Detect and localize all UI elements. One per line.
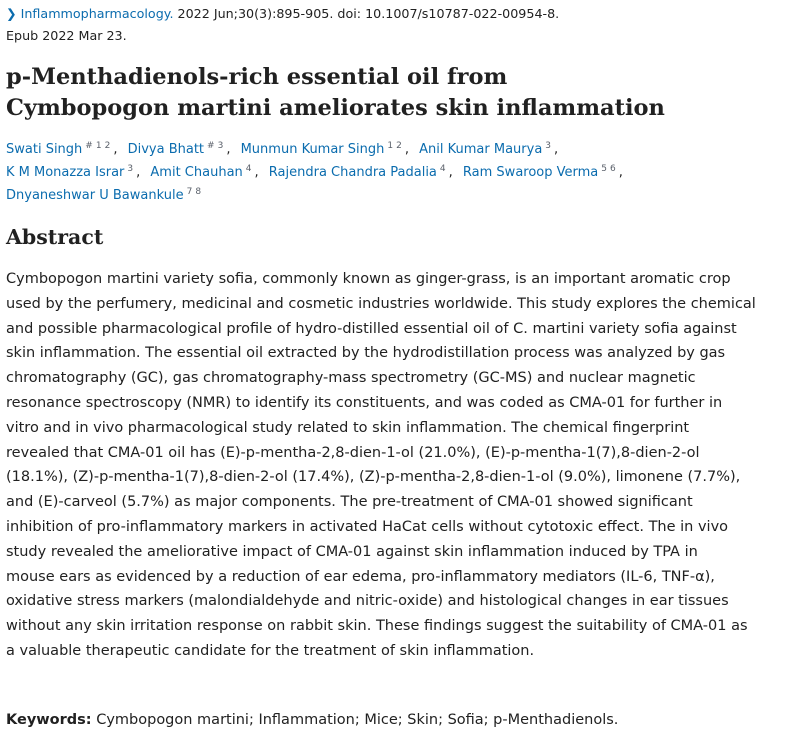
separator: , bbox=[226, 142, 231, 157]
abstract-line: skin inflammation. The essential oil extracted by the hydrodistillation process was analyzed by gas bbox=[6, 345, 726, 362]
affiliation-ref[interactable]: 4 bbox=[439, 164, 446, 174]
citation-details: 2022 Jun;30(3):895-905. doi: 10.1007/s10787-022-00954-8. bbox=[177, 6, 560, 21]
abstract-line: resonance spectroscopy (NMR) to identify its constituents, and was coded as CMA-01 for further in bbox=[6, 394, 723, 411]
abstract-line: revealed that CMA-01 oil has (E)-p-mentha-2,8-dien-1-ol (21.0%), (E)-p-mentha-1(7),8-dien-2-ol bbox=[6, 444, 700, 461]
abstract-line: (18.1%), (Z)-p-mentha-1(7),8-dien-2-ol (17.4%), (Z)-p-mentha-2,8-dien-1-ol (9.0%), limonene (7.7%), bbox=[6, 469, 741, 486]
abstract-text bbox=[6, 267, 806, 664]
affiliation-ref[interactable]: 7 bbox=[186, 187, 193, 197]
author-link[interactable]: K M Monazza Israr bbox=[6, 165, 125, 180]
equal-contribution-mark[interactable]: # bbox=[207, 141, 215, 151]
title-line-2: Cymbopogon martini ameliorates skin inflammation bbox=[6, 95, 665, 121]
journal-link[interactable]: Inflammopharmacology. bbox=[20, 6, 174, 21]
abstract-line: used by the perfumery, medicinal and cosmetic industries worldwide. This study explores the chemical bbox=[6, 295, 756, 312]
abstract-heading: Abstract bbox=[6, 225, 104, 249]
author-affiliations bbox=[127, 164, 136, 174]
abstract-line: and (E)-carveol (5.7%) as major components. The pre-treatment of CMA-01 showed significant bbox=[6, 494, 693, 511]
affiliation-ref[interactable]: 8 bbox=[195, 187, 202, 197]
abstract-line: without any skin irritation response on rabbit skin. These findings suggest the suitability of CMA-01 as bbox=[6, 618, 748, 635]
author-affiliations bbox=[246, 164, 255, 174]
abstract-line: a valuable therapeutic candidate for the treatment of skin inflammation. bbox=[6, 642, 535, 659]
affiliation-ref[interactable]: 5 bbox=[601, 164, 607, 174]
abstract-line: inhibition of pro-inflammatory markers in activated HaCat cells without cytotoxic effect. The in vivo bbox=[6, 518, 729, 535]
abstract-line: Cymbopogon martini variety sofia, commonly known as ginger-grass, is an important aromatic crop bbox=[6, 271, 731, 287]
affiliation-ref[interactable]: 4 bbox=[245, 164, 252, 174]
author-affiliations bbox=[601, 164, 618, 174]
equal-contribution-mark[interactable]: # bbox=[85, 141, 93, 151]
separator: , bbox=[254, 165, 259, 180]
affiliation-ref[interactable]: 3 bbox=[545, 141, 552, 151]
article-title bbox=[6, 62, 806, 124]
affiliation-ref[interactable]: 2 bbox=[396, 141, 402, 151]
author-link[interactable]: Ram Swaroop Verma bbox=[462, 165, 599, 180]
affiliation-ref[interactable]: 2 bbox=[104, 141, 111, 151]
epub-date: Epub 2022 Mar 23. bbox=[6, 28, 127, 43]
abstract-line: study revealed the ameliorative impact of CMA-01 against skin inflammation induced by TPA in bbox=[6, 543, 698, 560]
abstract-line: chromatography (GC), gas chromatography-mass spectrometry (GC-MS) and nuclear magnetic bbox=[6, 370, 696, 387]
author-link[interactable]: Divya Bhatt bbox=[127, 142, 205, 157]
affiliation-ref[interactable]: 3 bbox=[217, 141, 224, 151]
abstract-line: and possible pharmacological profile of hydro-distilled essential oil of C. martini variety sofia against bbox=[6, 320, 737, 337]
author-affiliations bbox=[545, 141, 554, 151]
author-affiliations bbox=[387, 141, 404, 151]
author-link[interactable]: Rajendra Chandra Padalia bbox=[268, 165, 437, 180]
affiliation-ref[interactable]: 3 bbox=[127, 164, 134, 174]
keywords-label: Keywords: bbox=[6, 712, 92, 728]
author-affiliations bbox=[207, 141, 226, 151]
separator: , bbox=[404, 142, 409, 157]
separator: , bbox=[618, 165, 623, 180]
chevron-right-icon: ❯ bbox=[6, 6, 17, 21]
keywords bbox=[6, 708, 806, 732]
citation bbox=[6, 3, 806, 47]
title-line-1: p-Menthadienols-rich essential oil from bbox=[6, 64, 508, 90]
citation-line bbox=[6, 3, 806, 25]
author-affiliations bbox=[85, 141, 113, 151]
author-affiliations bbox=[440, 164, 449, 174]
author-link[interactable]: Munmun Kumar Singh bbox=[240, 142, 385, 157]
separator: , bbox=[554, 142, 559, 157]
affiliation-ref[interactable]: 1 bbox=[387, 141, 394, 151]
abstract-line: mouse ears as evidenced by a reduction of ear edema, pro-inflammatory mediators (IL-6, TNF-α), bbox=[6, 568, 715, 585]
affiliation-ref[interactable]: 6 bbox=[610, 164, 616, 174]
abstract-line: oxidative stress markers (malondialdehyde and nitric-oxide) and histological changes in ear tissues bbox=[6, 593, 729, 610]
author-link[interactable]: Anil Kumar Maurya bbox=[419, 142, 543, 157]
separator: , bbox=[113, 142, 118, 157]
author-link[interactable]: Swati Singh bbox=[6, 142, 83, 157]
author-affiliations bbox=[187, 187, 204, 197]
author-list bbox=[6, 138, 806, 207]
author-link[interactable]: Amit Chauhan bbox=[150, 165, 243, 180]
separator: , bbox=[136, 165, 141, 180]
abstract-line: vitro and in vivo pharmacological study related to skin inflammation. The chemical fingerprint bbox=[6, 419, 690, 436]
separator: , bbox=[448, 165, 453, 180]
keywords-text: Cymbopogon martini; Inflammation; Mice; Skin; Sofia; p-Menthadienols. bbox=[96, 712, 619, 728]
author-link[interactable]: Dnyaneshwar U Bawankule bbox=[6, 188, 184, 203]
affiliation-ref[interactable]: 1 bbox=[95, 141, 102, 151]
